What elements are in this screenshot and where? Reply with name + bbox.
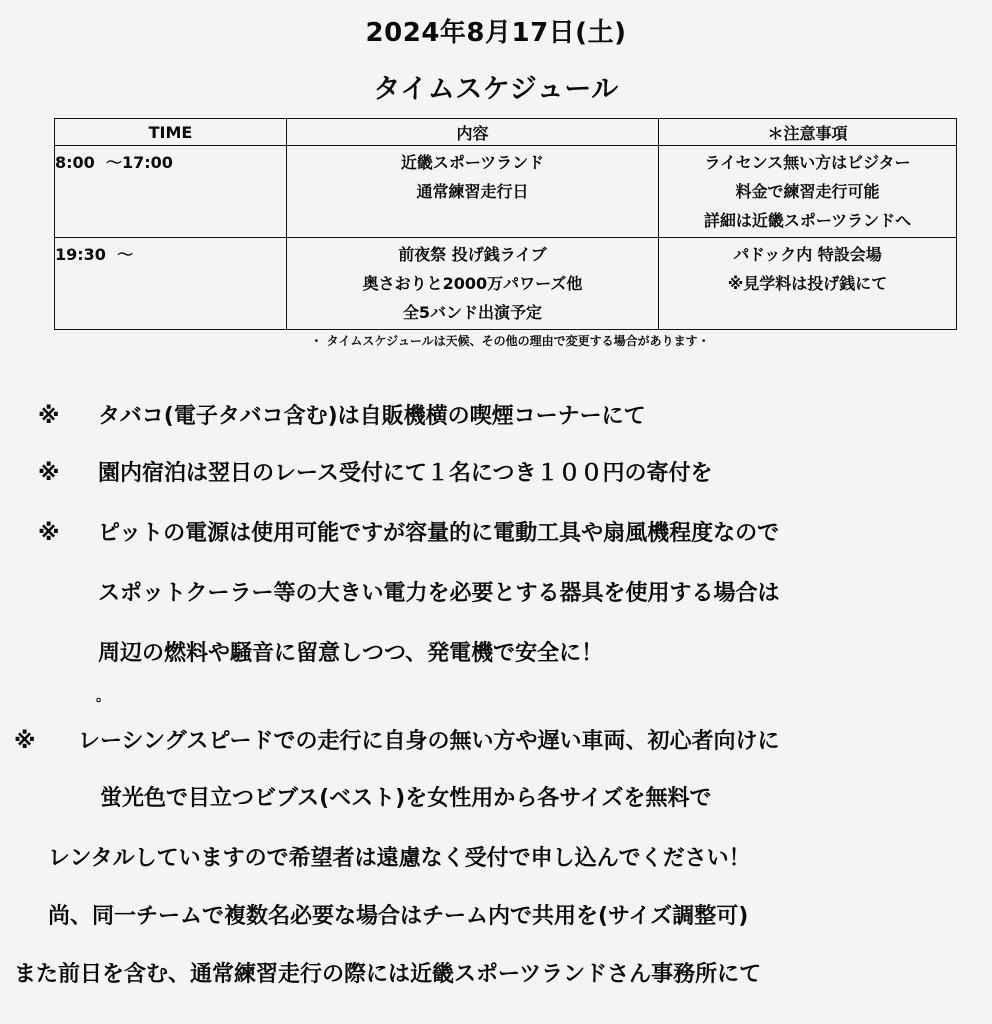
schedule-title: タイムスケジュール bbox=[373, 74, 619, 105]
notice-text: レーシングスピードでの走行に自身の無い方や遅い車両、初心者向けに bbox=[78, 729, 780, 754]
notes-line: パドック内 特設会場 bbox=[733, 245, 882, 264]
content-line: 全5バンド出演予定 bbox=[402, 303, 543, 322]
content-cell bbox=[287, 238, 659, 330]
notice-camping bbox=[38, 459, 712, 489]
schedule-table bbox=[54, 118, 957, 330]
notice-power-line-2: スポットクーラー等の大きい電力を必要とする器具を使用する場合は bbox=[98, 581, 780, 606]
notice-bibs bbox=[14, 727, 779, 757]
content-cell bbox=[287, 146, 659, 238]
notice-text: ピットの電源は使用可能ですが容量的に電動工具や扇風機程度なので bbox=[98, 521, 780, 546]
content-line: 近畿スポーツランド bbox=[400, 153, 545, 172]
notes-cell bbox=[659, 238, 957, 330]
column-header-time: TIME bbox=[55, 119, 287, 146]
content-line: 通常練習走行日 bbox=[416, 182, 529, 201]
column-header-content: 内容 bbox=[287, 119, 659, 146]
notice-text: タバコ(電子タバコ含む)は自販機横の喫煙コーナーにて bbox=[98, 404, 646, 429]
notes-line: ※見学料は投げ銭にて bbox=[727, 274, 888, 293]
notice-bibs-line-5: また前日を含む、通常練習走行の際には近畿スポーツランドさん事務所にて bbox=[14, 962, 762, 987]
notice-bibs-line-2: 蛍光色で目立つビブス(ベスト)を女性用から各サイズを無料で bbox=[100, 786, 712, 811]
notice-mark: ※ bbox=[38, 404, 60, 429]
notice-power-line-3: 周辺の燃料や騒音に留意しつつ、発電機で安全に！ bbox=[98, 641, 604, 666]
notes-line: 詳細は近畿スポーツランドへ bbox=[703, 211, 912, 230]
notice-mark: ※ bbox=[14, 729, 36, 754]
notice-smoking bbox=[38, 402, 646, 432]
schedule-change-note: ・ タイムスケジュールは天候、その他の理由で変更する場合があります・ bbox=[310, 334, 710, 348]
notes-line: ライセンス無い方はビジター bbox=[704, 153, 911, 172]
content-line: 前夜祭 投げ銭ライブ bbox=[398, 245, 547, 264]
notice-mark: ※ bbox=[38, 521, 60, 546]
notes-line: 料金で練習走行可能 bbox=[735, 182, 880, 201]
table-header-row bbox=[55, 119, 957, 146]
table-row bbox=[55, 146, 957, 238]
notes-cell bbox=[659, 146, 957, 238]
notice-bibs-line-4: 尚、同一チームで複数名必要な場合はチーム内で共用を(サイズ調整可) bbox=[48, 904, 749, 929]
notice-text: 園内宿泊は翌日のレース受付にて１名につき１００円の寄付を bbox=[98, 461, 713, 486]
column-header-notes: ＊注意事項 bbox=[659, 119, 957, 146]
notice-power bbox=[38, 519, 779, 549]
notice-mark: ※ bbox=[38, 461, 60, 486]
content-line: 奥さおりと2000万パワーズ他 bbox=[362, 274, 583, 293]
stray-mark: 。 bbox=[96, 689, 110, 705]
event-date: 2024年8月17日(土) bbox=[365, 18, 627, 48]
time-cell: 19:30 ～ bbox=[55, 238, 287, 330]
table-row bbox=[55, 238, 957, 330]
time-cell: 8:00 ～17:00 bbox=[55, 146, 287, 238]
notice-bibs-line-3: レンタルしていますので希望者は遠慮なく受付で申し込んでください！ bbox=[48, 846, 751, 871]
